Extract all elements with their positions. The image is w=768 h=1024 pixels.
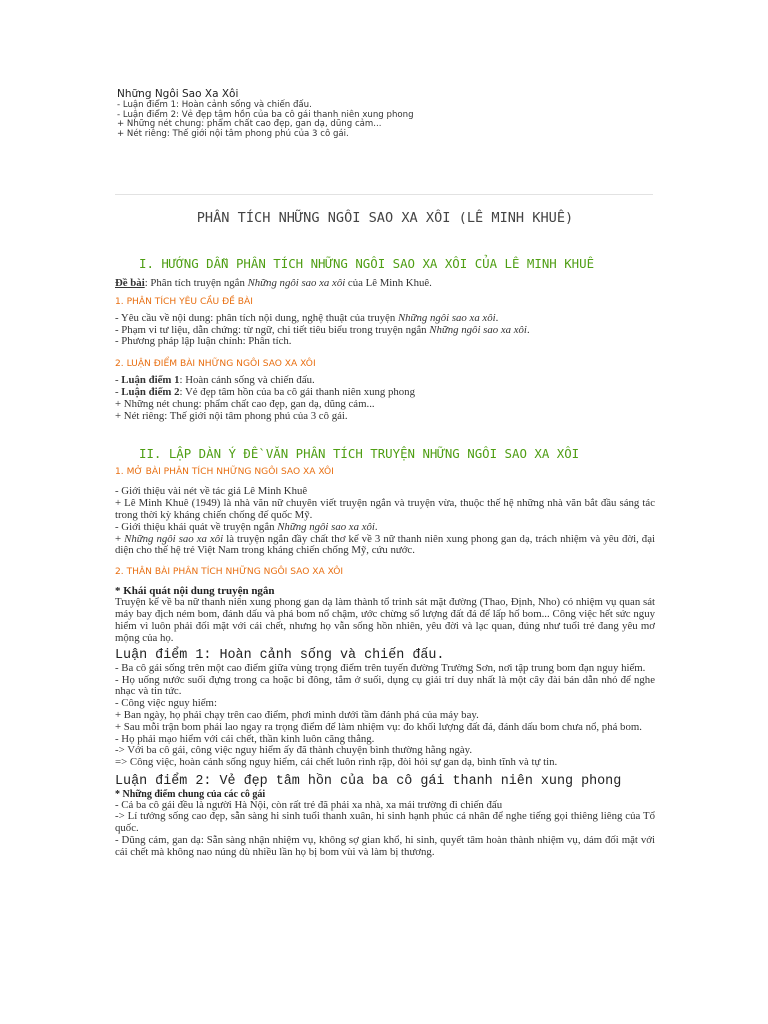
req-text: . bbox=[526, 323, 530, 336]
overview-heading: * Khái quát nội dung truyện ngắn bbox=[115, 585, 275, 598]
thesis-text: - bbox=[115, 374, 122, 387]
thesis-1-line: - Họ phải mạo hiểm với cái chết, thần kinh luôn căng thẳng. bbox=[115, 732, 375, 745]
overview-text: Truyện kể về ba nữ thanh niên xung phong gan dạ làm thành tổ trinh sát mặt đường (Thao, Định, Nho) có nhiệm vụ quan sát máy bay địch ném bom, đánh dấu và phá bom nổ chậm, ước chừng số lượng đất đá để lấp hố bom... Công việc hết sức nguy hiểm vì luôn phải đối mặt với cái chết, nhưng họ vẫn sống hồn nhiên, yêu đời và lạc quan, đúng như tuổi trẻ đang yêu mơ mộng của họ. bbox=[115, 596, 655, 644]
de-bai-work: Những ngôi sao xa xôi bbox=[247, 277, 346, 289]
summary-line: + Những nét chung: phẩm chất cao đẹp, gan dạ, dũng cảm... bbox=[117, 119, 382, 129]
thesis-2-line: -> Lí tưởng sống cao đẹp, sẵn sàng hi sinh tuổi thanh xuân, hi sinh hạnh phúc cá nhân để nghe tiếng gọi thiêng liêng của Tổ quốc. bbox=[115, 810, 655, 835]
summary-line: - Luận điểm 2: Vẻ đẹp tâm hồn của ba cô gái thanh niên xung phong bbox=[117, 109, 414, 120]
de-bai-post: của Lê Minh Khuê. bbox=[345, 277, 432, 289]
section-2-title: II. LẬP DÀN Ý ĐỀ VĂN PHÂN TÍCH TRUYỆN NHỮNG NGÔI SAO XA XÔI bbox=[139, 446, 580, 462]
summary-line: + Nét riêng: Thế giới nội tâm phong phú của 3 cô gái. bbox=[117, 128, 349, 139]
subsection-body: 2. THÂN BÀI PHÂN TÍCH NHỮNG NGÔI SAO XA XÔI bbox=[115, 567, 344, 578]
thesis-2-line: - Cả ba cô gái đều là người Hà Nội, còn rất trẻ đã phải xa nhà, xa mái trường đi chiến đấu bbox=[115, 798, 503, 811]
thesis-2-subheading: * Những điểm chung của các cô gái bbox=[115, 788, 266, 800]
summary-block bbox=[117, 88, 677, 139]
de-bai bbox=[115, 278, 655, 290]
thesis-text: : Hoàn cảnh sống và chiến đấu. bbox=[179, 374, 315, 387]
req-text: . bbox=[495, 311, 499, 324]
subsection-intro: 1. MỞ BÀI PHÂN TÍCH NHỮNG NGÔI SAO XA XÔI bbox=[115, 467, 334, 478]
intro-line bbox=[115, 534, 655, 558]
section-1-title: I. HƯỚNG DẪN PHÂN TÍCH NHỮNG NGÔI SAO XA XÔI CỦA LÊ MINH KHUÊ bbox=[139, 256, 595, 271]
requirement-line: - Phương pháp lập luận chính: Phân tích. bbox=[115, 335, 292, 348]
thesis-1-line: - Công việc nguy hiểm: bbox=[115, 697, 217, 710]
de-bai-label: Đề bài bbox=[115, 277, 145, 289]
main-title: PHÂN TÍCH NHỮNG NGÔI SAO XA XÔI (LÊ MINH KHUÊ) bbox=[196, 210, 574, 226]
intro-text: . bbox=[374, 520, 378, 533]
divider bbox=[115, 194, 653, 195]
thesis-1-line: -> Với ba cô gái, công việc nguy hiểm ấy đã thành chuyện bình thường hằng ngày. bbox=[115, 744, 473, 757]
req-work: Những ngôi sao xa xôi bbox=[429, 323, 527, 336]
intro-work: Những ngôi sao xa xôi bbox=[277, 520, 375, 533]
subsection-requirements: 1. PHÂN TÍCH YÊU CẦU ĐỀ BÀI bbox=[115, 296, 253, 307]
thesis-1-line: + Sau mỗi trận bom phải lao ngay ra trọng điểm để làm nhiệm vụ: đo khối lượng đất đá, đánh dấu bom chưa nổ, phá bom. bbox=[115, 720, 642, 733]
thesis-label: Luận điểm 2 bbox=[121, 385, 180, 398]
thesis-line: + Nét riêng: Thế giới nội tâm phong phú của 3 cô gái. bbox=[115, 409, 348, 422]
thesis-1-line: - Họ uống nước suối đựng trong ca hoặc bi đông, tắm ở suối, dụng cụ giải trí duy nhất là một cây đài bán dẫn nhỏ để nghe nhạc và tin tức. bbox=[115, 673, 655, 698]
thesis-text: - bbox=[115, 385, 122, 398]
thesis-text: : Vẻ đẹp tâm hồn của ba cô gái thanh niên xung phong bbox=[179, 385, 415, 398]
thesis-2-line: - Dũng cảm, gan dạ: Sẵn sàng nhận nhiệm vụ, không sợ gian khổ, hi sinh, quyết tâm hoàn thành nhiệm vụ, dám đối mặt với cái chết mà không nao núng dù nhiều lần họ bị bom vùi và làm bị thương. bbox=[115, 833, 655, 858]
subsection-thesis: 2. LUẬN ĐIỂM BÀI NHỮNG NGÔI SAO XA XÔI bbox=[115, 359, 316, 370]
document-body bbox=[115, 210, 655, 859]
summary-title: Những Ngôi Sao Xa Xôi bbox=[117, 88, 239, 100]
thesis-1-heading: Luận điểm 1: Hoàn cảnh sống và chiến đấu. bbox=[115, 648, 445, 664]
thesis-1-line: + Ban ngày, họ phải chạy trên cao điểm, phơi mình dưới tầm đánh phá của máy bay. bbox=[115, 709, 479, 722]
de-bai-pre: : Phân tích truyện ngắn bbox=[144, 277, 248, 289]
thesis-1-line: => Công việc, hoàn cảnh sống nguy hiểm, cái chết luôn rình rập, đòi hỏi sự gan dạ, bình tĩnh và tự tin. bbox=[115, 756, 558, 769]
intro-text: - Giới thiệu khái quát về truyện ngắn bbox=[115, 520, 278, 533]
req-work: Những ngôi sao xa xôi bbox=[397, 311, 496, 324]
intro-line: + Lê Minh Khuê (1949) là nhà văn nữ chuyên viết truyện ngắn và truyện vừa, thuộc thế hệ những nhà văn bắt đầu sáng tác trong thời kỳ kháng chiến chống đế quốc Mỹ. bbox=[115, 497, 655, 521]
thesis-line bbox=[115, 387, 655, 399]
intro-line: - Giới thiệu vài nét về tác giả Lê Minh Khuê bbox=[115, 485, 308, 498]
intro-work: Những ngôi sao xa xôi bbox=[124, 532, 224, 545]
intro-text: là truyện ngắn đầy chất thơ kể về 3 nữ thanh niên xung phong gan dạ, trách nhiệm và yêu đời, đại diện cho thế hệ trẻ Việt Nam trong kháng chiến chống Mỹ, cứu nước. bbox=[115, 532, 656, 557]
req-text: - Yêu cầu về nội dung: phân tích nội dung, nghệ thuật của truyện bbox=[115, 311, 398, 324]
thesis-line: + Những nét chung: phẩm chất cao đẹp, gan dạ, dũng cảm... bbox=[115, 397, 375, 410]
intro-text: + bbox=[115, 532, 125, 545]
thesis-1-line: - Ba cô gái sống trên một cao điểm giữa vùng trọng điểm trên tuyến đường Trường Sơn, nơi tập trung bom đạn nguy hiểm. bbox=[115, 661, 646, 674]
thesis-2-heading: Luận điểm 2: Vẻ đẹp tâm hồn của ba cô gái thanh niên xung phong bbox=[115, 774, 622, 790]
req-text: - Phạm vi tư liệu, dẫn chứng: từ ngữ, chi tiết tiêu biểu trong truyện ngắn bbox=[115, 323, 430, 336]
summary-line: - Luận điểm 1: Hoàn cảnh sống và chiến đấu. bbox=[117, 100, 312, 110]
thesis-label: Luận điểm 1 bbox=[121, 374, 180, 387]
